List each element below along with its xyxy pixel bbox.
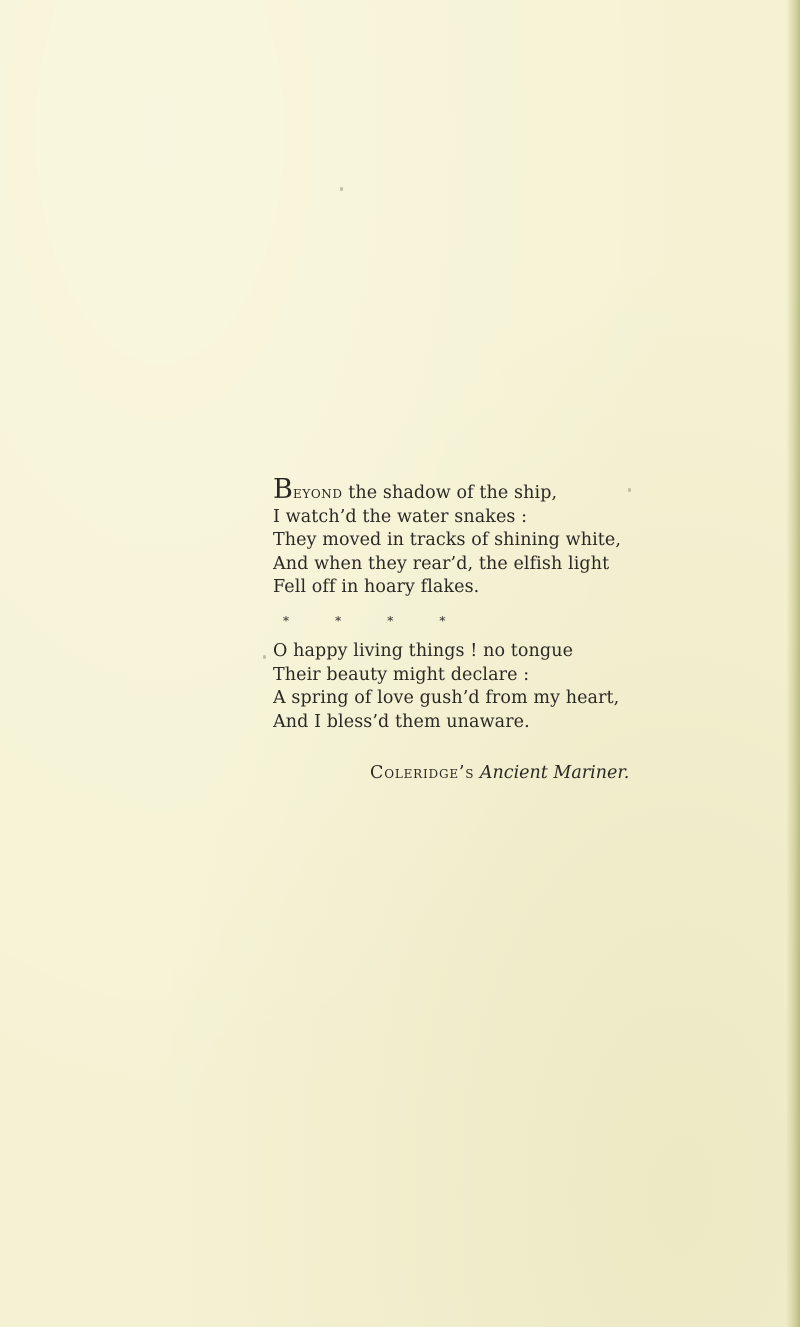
stanza-one (273, 474, 753, 600)
attribution-work: Ancient Mariner. (479, 763, 630, 783)
attribution (370, 763, 629, 783)
poem-line-4: And when they rear’d, the elfish light (273, 553, 610, 574)
separator-asterisk: * (335, 613, 342, 628)
poem-line-8: A spring of love gush’d from my heart, (273, 688, 620, 709)
poem-line-5: Fell off in hoary flakes. (273, 577, 480, 598)
separator-asterisk: * (387, 613, 394, 628)
poem-line-2: I watch’d the water snakes : (273, 506, 528, 527)
asterisk-separator (273, 614, 753, 628)
poem-line-1 (273, 474, 753, 506)
attribution-author: Coleridge’s (370, 763, 475, 783)
stanza-two (273, 640, 753, 734)
poem-line-6: O happy living things ! no tongue (273, 640, 574, 661)
poem-line-9: And I bless’d them unaware. (273, 711, 530, 732)
separator-asterisk: * (283, 613, 290, 628)
poem (273, 474, 753, 734)
page-edge-shadow (786, 0, 800, 1327)
poem-line-7: Their beauty might declare : (273, 664, 530, 685)
first-line-text: the shadow of the ship, (342, 483, 558, 503)
paper-speck (340, 187, 343, 191)
initial-capital: B (273, 474, 293, 505)
separator-asterisk: * (439, 613, 446, 628)
paper-speck (263, 655, 266, 659)
first-word-smallcaps: eyond (292, 483, 343, 503)
poem-line-3: They moved in tracks of shining white, (273, 530, 622, 551)
